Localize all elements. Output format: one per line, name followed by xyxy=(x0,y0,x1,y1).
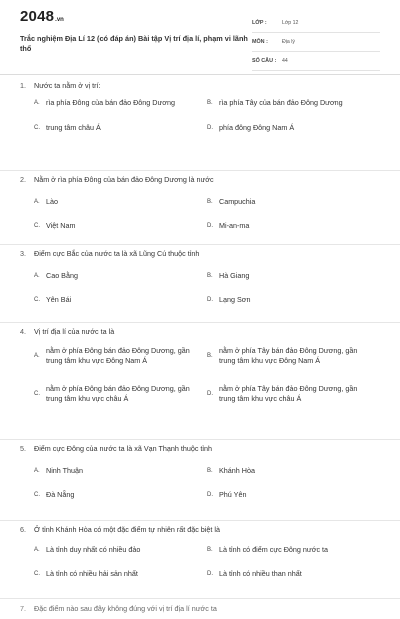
logo-text: 2048 xyxy=(20,8,55,25)
option-text: Lào xyxy=(46,197,58,206)
logo-domain: .vn xyxy=(55,17,64,23)
option-text: Khánh Hòa xyxy=(219,466,255,475)
option-b[interactable] xyxy=(207,346,380,366)
option-text: Lạng Sơn xyxy=(219,295,251,304)
header-divider xyxy=(0,74,400,75)
option-c[interactable] xyxy=(34,221,207,231)
option-c[interactable] xyxy=(34,123,207,133)
question-text: Ở tỉnh Khánh Hòa có một đặc điểm tự nhiên rất đặc biệt là xyxy=(34,525,220,534)
option-letter: B. xyxy=(207,353,213,359)
meta-label: SỐ CÂU : xyxy=(252,58,277,64)
option-letter: D. xyxy=(207,492,213,498)
option-letter: D. xyxy=(207,297,213,303)
question-stem xyxy=(20,245,380,259)
option-text: Cao Bằng xyxy=(46,271,78,280)
question-5 xyxy=(0,440,400,521)
option-text: trung tâm châu Á xyxy=(46,123,101,132)
option-b[interactable] xyxy=(207,197,380,207)
question-number: 5. xyxy=(20,444,26,453)
answer-options xyxy=(20,98,380,133)
option-letter: B. xyxy=(207,199,213,205)
question-stem xyxy=(20,323,380,337)
question-stem xyxy=(20,78,380,91)
option-text: Mi-an-ma xyxy=(219,221,250,230)
option-d[interactable] xyxy=(207,490,380,500)
option-text: Campuchia xyxy=(219,197,256,206)
question-number: 1. xyxy=(20,81,26,90)
option-letter: B. xyxy=(207,547,213,553)
option-d[interactable] xyxy=(207,221,380,231)
option-c[interactable] xyxy=(34,295,207,305)
option-d[interactable] xyxy=(207,295,380,305)
option-c[interactable] xyxy=(34,569,207,579)
question-number: 2. xyxy=(20,175,26,184)
option-a[interactable] xyxy=(34,98,207,108)
option-a[interactable] xyxy=(34,271,207,281)
question-text: Đặc điểm nào sau đây không đúng với vị trí địa lí nước ta xyxy=(34,604,217,613)
question-text: Điểm cực Bắc của nước ta là xã Lũng Cú thuộc tỉnh xyxy=(34,249,200,258)
option-letter: A. xyxy=(34,273,40,279)
option-letter: D. xyxy=(207,391,213,397)
option-c[interactable] xyxy=(34,384,207,404)
option-b[interactable] xyxy=(207,271,380,281)
option-text: phía đông Đông Nam Á xyxy=(219,123,295,132)
option-text: nằm ở phía Đông bán đảo Đông Dương, gần trung tâm khu vực Đông Nam Á xyxy=(46,346,190,365)
option-letter: A. xyxy=(34,199,40,205)
option-text: nằm ở phía Tây bán đảo Đông Dương, gần trung tâm khu vực Đông Nam Á xyxy=(219,346,358,365)
option-text: Là tỉnh có nhiều than nhất xyxy=(219,569,302,578)
option-c[interactable] xyxy=(34,490,207,500)
option-text: nằm ở phía Đông bán đảo Đông Dương, gần trung tâm khu vực châu Á xyxy=(46,384,190,403)
meta-value: 44 xyxy=(282,58,288,64)
worksheet-meta xyxy=(252,14,380,71)
option-text: Là tỉnh duy nhất có nhiều đảo xyxy=(46,545,141,554)
option-d[interactable] xyxy=(207,384,380,404)
option-b[interactable] xyxy=(207,98,380,108)
question-1 xyxy=(0,78,400,171)
question-number: 4. xyxy=(20,327,26,336)
option-text: Đà Nẵng xyxy=(46,490,75,499)
option-d[interactable] xyxy=(207,123,380,133)
option-letter: B. xyxy=(207,273,213,279)
option-letter: D. xyxy=(207,223,213,229)
question-text: Vị trí địa lí của nước ta là xyxy=(34,327,115,336)
option-text: rìa phía Tây của bán đảo Đông Dương xyxy=(219,98,343,107)
option-text: Việt Nam xyxy=(46,221,76,230)
question-list xyxy=(0,78,400,619)
option-text: Phú Yên xyxy=(219,490,247,499)
site-logo[interactable] xyxy=(20,8,64,25)
answer-options xyxy=(20,466,380,500)
meta-row-question-count xyxy=(252,52,380,71)
option-a[interactable] xyxy=(34,346,207,366)
meta-row-grade xyxy=(252,14,380,33)
answer-options xyxy=(20,346,380,404)
option-letter: A. xyxy=(34,547,40,553)
meta-value: Lớp 12 xyxy=(282,20,299,26)
option-letter: D. xyxy=(207,571,213,577)
option-letter: A. xyxy=(34,353,40,359)
question-text: Nước ta nằm ở vị trí: xyxy=(34,81,101,90)
worksheet-title: Trắc nghiệm Địa Lí 12 (có đáp án) Bài tập Vị trí địa lí, phạm vi lãnh thổ xyxy=(20,34,248,53)
option-b[interactable] xyxy=(207,466,380,476)
option-text: Là tỉnh có điểm cực Đông nước ta xyxy=(219,545,329,554)
option-letter: D. xyxy=(207,125,213,131)
question-stem xyxy=(20,171,380,185)
question-6 xyxy=(0,521,400,599)
option-text: Ninh Thuận xyxy=(46,466,84,475)
option-letter: A. xyxy=(34,100,40,106)
option-text: Hà Giang xyxy=(219,271,250,280)
question-stem xyxy=(20,521,380,535)
option-text: Là tỉnh có nhiều hải sản nhất xyxy=(46,569,138,578)
question-text: Điểm cực Đông của nước ta là xã Vạn Thạnh thuộc tỉnh xyxy=(34,444,213,453)
option-b[interactable] xyxy=(207,545,380,555)
option-letter: C. xyxy=(34,492,40,498)
answer-options xyxy=(20,197,380,231)
question-3 xyxy=(0,245,400,323)
question-stem xyxy=(20,599,380,614)
option-a[interactable] xyxy=(34,466,207,476)
option-letter: B. xyxy=(207,468,213,474)
meta-label: MÔN : xyxy=(252,39,268,45)
answer-options xyxy=(20,545,380,579)
option-letter: C. xyxy=(34,223,40,229)
option-a[interactable] xyxy=(34,545,207,555)
option-text: rìa phía Đông của bán đảo Đông Dương xyxy=(46,98,176,107)
answer-options xyxy=(20,271,380,305)
question-4 xyxy=(0,323,400,440)
option-a[interactable] xyxy=(34,197,207,207)
question-text: Nằm ở rìa phía Đông của bán đảo Đông Dương là nước xyxy=(34,175,214,184)
option-text: Yên Bái xyxy=(46,295,72,304)
meta-label: LỚP : xyxy=(252,20,267,26)
option-letter: A. xyxy=(34,468,40,474)
question-number: 7. xyxy=(20,604,26,613)
question-number: 3. xyxy=(20,249,26,258)
option-letter: C. xyxy=(34,125,40,131)
question-7 xyxy=(0,599,400,619)
question-number: 6. xyxy=(20,525,26,534)
option-letter: C. xyxy=(34,571,40,577)
page-header xyxy=(0,0,400,74)
option-letter: C. xyxy=(34,391,40,397)
option-d[interactable] xyxy=(207,569,380,579)
question-2 xyxy=(0,171,400,245)
meta-row-subject xyxy=(252,33,380,52)
option-letter: B. xyxy=(207,100,213,106)
meta-value: Địa lý xyxy=(282,39,295,45)
option-letter: C. xyxy=(34,297,40,303)
option-text: nằm ở phía Tây bán đảo Đông Dương, gần trung tâm khu vực châu Á xyxy=(219,384,358,403)
question-stem xyxy=(20,440,380,454)
